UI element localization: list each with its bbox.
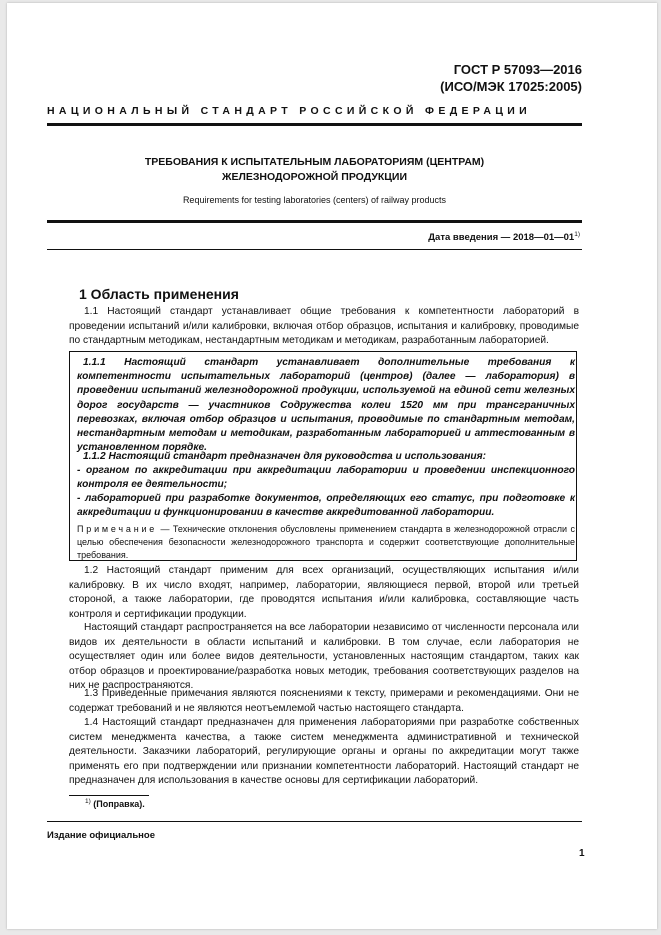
bullet-laboratory: - лабораторией при разработке документов, определяющих его статус, при подготовке к аккредитации и функционировании в качестве аккредитованной лаборатории. [77, 493, 575, 519]
footnote-rule [69, 795, 149, 796]
document-title-ru [47, 155, 582, 185]
footnote-mark: 1) [85, 798, 91, 805]
paragraph-1-2-continued: Настоящий стандарт распространяется на все лаборатории независимо от численности персонала или видов их деятельности в области испытаний и калибровки. В том случае, если лаборатория не осуществляет один или более видов деятельности, установленных настоящим стандартом, таких как отбор образцов и проектирование/разработка новых методик, требования соответствующих разделов на них не распространяются. [69, 622, 579, 692]
national-standard-title: НАЦИОНАЛЬНЫЙ СТАНДАРТ РОССИЙСКОЙ ФЕДЕРАЦИИ [47, 105, 532, 117]
paragraph-1-1-2: 1.1.2 Настоящий стандарт предназначен для руководства и использования: [83, 451, 486, 462]
title-rule [47, 220, 582, 223]
note [77, 523, 575, 562]
standard-equivalent: (ИСО/МЭК 17025:2005) [440, 79, 582, 94]
intro-date [428, 231, 580, 243]
page-number: 1 [579, 848, 585, 859]
title-line-1: ТРЕБОВАНИЯ К ИСПЫТАТЕЛЬНЫМ ЛАБОРАТОРИЯМ (ЦЕНТРАМ) [144, 156, 485, 168]
intro-date-footnote-mark: 1) [574, 231, 580, 238]
official-edition-label: Издание официальное [47, 830, 155, 841]
footer-rule [47, 821, 582, 822]
paragraph-1-4: 1.4 Настоящий стандарт предназначен для применения лабораториями при разработке собственных систем менеджмента качества, а также систем менеджмента административной и технической деятельности. Заказчики лабораторий, регулирующие органы и органы по аккредитации могут также применять его при подтверждении или признании компетентности лабораторий. Настоящий стандарт не предназначен для использования в качестве основы для сертификации лабораторий. [69, 717, 579, 787]
bullet-accreditation-body: - органом по аккредитации при аккредитации лаборатории и проведении инспекционного контроля ее деятельности; [77, 465, 575, 491]
standard-designation [440, 61, 582, 95]
footnote-text: (Поправка). [90, 799, 145, 809]
document-title-en: Requirements for testing laboratories (centers) of railway products [182, 195, 447, 205]
intro-date-text: Дата введения — 2018—01—01 [428, 232, 575, 244]
note-label: Примечание [77, 524, 158, 534]
section-heading: 1 Область применения [79, 286, 239, 302]
paragraph-1-1: 1.1 Настоящий стандарт устанавливает общие требования к компетентности лабораторий в проведении испытаний и/или калибровки, включая отбор образцов, испытания и калибровку, проводимые по стандартным методикам, нестандартным методикам и методикам, разработанным лабораторией. [69, 306, 579, 347]
paragraph-1-1-1: 1.1.1 Настоящий стандарт устанавливает дополнительные требования к компетентности испытательных лабораторий (центров) (далее — лаборатория) в проведении испытаний железнодорожной продукции, используемой на единой сети железных дорог государств — участников Содружества колеи 1520 мм при трансграничных перевозках, включая отбор образцов и испытания, проводимые по стандартным методам, нестандартным методам и методикам, разработанным лабораторией и аттестованным в установленном порядке. [77, 357, 575, 454]
header-rule [47, 123, 582, 126]
paragraph-1-3: 1.3 Приведенные примечания являются пояснениями к тексту, примерами и рекомендациями. Они не содержат требований и не являются неотъемлемой частью настоящего стандарта. [69, 688, 579, 714]
footnote [85, 798, 145, 809]
standard-number: ГОСТ Р 57093—2016 [453, 62, 582, 77]
note-text: — Технические отклонения обусловлены применением стандарта в железнодорожной отрасли с целью обеспечения безопасности железнодорожного транспорта и содержит соответствующие дополнительные требования. [77, 524, 575, 560]
document-page [7, 3, 657, 929]
paragraph-1-2: 1.2 Настоящий стандарт применим для всех организаций, осуществляющих испытания и/или калибровку. В их число входят, например, лаборатории, являющиеся первой, второй или третьей стороной, а также лаборатории, где проводятся испытания и/или калибровка, составляющие часть контроля и сертификации продукции. [69, 565, 579, 620]
title-line-2: ЖЕЛЕЗНОДОРОЖНОЙ ПРОДУКЦИИ [221, 171, 408, 183]
date-rule [47, 249, 582, 250]
